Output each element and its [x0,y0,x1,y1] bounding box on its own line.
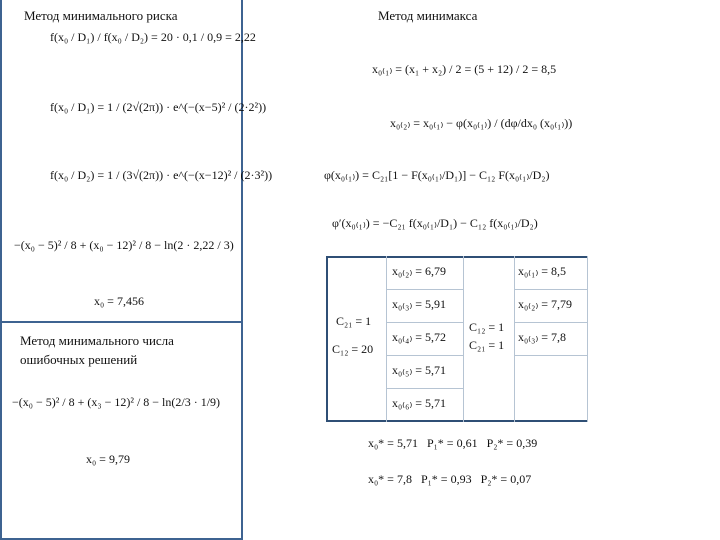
formula-text: x₀₍₁₎ = (x₁ + x₂) / 2 = (5 + 12) / 2 = 8,5 [372,62,557,76]
initial-threshold-formula [372,62,556,77]
errors-method-title-line2: ошибочных решений [20,352,138,367]
table-param-c21: C₂₁ = 1 [336,314,372,328]
left-section-divider [0,321,243,323]
table-cell: x₀₍₁₎ = 8,5 [518,264,567,278]
formula-text: −(x₀ − 5)² / 8 + (x₃ − 12)² / 8 − ln(2/3 · 1/9) [12,395,221,409]
likelihood-ratio-formula [50,30,256,45]
table-cell: x₀₍₄₎ = 5,72 [392,330,447,344]
table-cell: x₀₍₃₎ = 7,8 [518,330,567,344]
table-row-divider [386,388,463,389]
formula-text: φ(x₀₍₁₎) = C₂₁[1 − F(x₀₍₁₎/D₁)] − C₁₂ F(x₀₍₁₎/D₂) [324,168,550,182]
table-cell: x₀₍₃₎ = 5,91 [392,297,447,311]
table-row-divider [514,355,588,356]
table-row-divider [514,289,588,290]
summary-row-2: x₀* = 7,8 P₁* = 0,93 P₂* = 0,07 [368,472,532,486]
density-d2-formula [50,168,273,183]
table-cell: x₀₍₅₎ = 5,71 [392,363,447,377]
formula-text: f(x₀ / D₁) = 1 / (2√(2π)) · e^(−(x−5)² / (2·2²)) [50,100,267,114]
errors-method-title-line1: Метод минимального числа [20,333,174,348]
minimax-method-title: Метод минимакса [378,8,478,23]
formula-text: f(x₀ / D₁) / f(x₀ / D₂) = 20 · 0,1 / 0,9 = 2,22 [50,30,256,44]
table-cell: x₀₍₂₎ = 7,79 [518,297,573,311]
table-column-divider [587,256,588,422]
table-column-divider [463,256,464,422]
table-column-divider [386,256,387,422]
risk-equation [14,238,239,253]
risk-method-title: Метод минимального риска [24,8,178,23]
table-row-divider [514,322,588,323]
table-param-c21-right: C₂₁ = 1 [469,338,505,352]
table-border-bottom [326,420,588,422]
table-cell: x₀₍₆₎ = 5,71 [392,396,447,410]
table-param-c12: C₁₂ = 20 [332,342,374,356]
formula-text: φ′(x₀₍₁₎) = −C₂₁ f(x₀₍₁₎/D₁) − C₁₂ f(x₀₍₁₎/D₂) [332,216,538,230]
table-column-divider [514,256,515,422]
frame-divider [241,0,243,540]
risk-result: x₀ = 7,456 [94,294,144,308]
table-row-divider [386,289,463,290]
table-row-divider [386,322,463,323]
table-border-left [326,256,328,422]
table-border-top [326,256,588,258]
phi-function-formula [324,168,549,183]
frame-left-border [0,0,2,540]
table-row-divider [386,355,463,356]
newton-iteration-formula [390,116,572,131]
table-param-c12-right: C₁₂ = 1 [469,320,505,334]
formula-text: x₀₍₂₎ = x₀₍₁₎ − φ(x₀₍₁₎) / (dφ/dx₀ (x₀₍₁₎)) [390,116,573,130]
errors-result: x₀ = 9,79 [86,452,130,466]
density-d1-formula [50,100,267,115]
formula-text: −(x₀ − 5)² / 8 + (x₀ − 12)² / 8 − ln(2 · 2,22 / 3) [14,238,234,252]
summary-row-1: x₀* = 5,71 P₁* = 0,61 P₂* = 0,39 [368,436,538,450]
formula-text: f(x₀ / D₂) = 1 / (3√(2π)) · e^(−(x−12)² / (2·3²)) [50,168,273,182]
table-cell: x₀₍₂₎ = 6,79 [392,264,447,278]
phi-derivative-formula [332,216,538,231]
iteration-table [326,256,588,422]
errors-equation [12,395,237,410]
